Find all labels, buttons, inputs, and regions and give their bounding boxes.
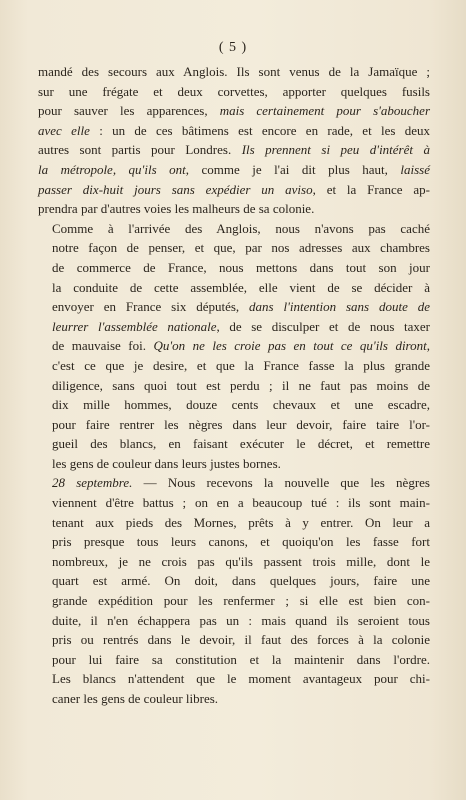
text-line (38, 395, 430, 415)
text-line (38, 473, 430, 493)
text-segment: prendra par d'autres voies les malheurs de sa colonie. (38, 201, 315, 217)
italic-segment: passer dix-huit jours sans expédier un aviso (38, 181, 313, 197)
text-segment: de commerce de France, nous mettons dans tout son jour (52, 259, 430, 275)
text-line (38, 82, 430, 102)
italic-segment: dans l'intention sans doute de (249, 299, 430, 315)
text-segment: , (426, 338, 430, 354)
text-line (38, 669, 430, 689)
text-segment: de mauvaise foi. (52, 338, 154, 354)
text-line (38, 650, 430, 670)
text-segment: grande expédition pour les renfermer ; si elle est bien con- (52, 593, 430, 609)
text-segment: diligence, sans quoi tout est perdu ; il ne faut pas moins de (52, 377, 430, 393)
text-line (38, 493, 430, 513)
text-segment: mandé des secours aux Anglois. Ils sont venus de la Jamaïque ; (38, 64, 430, 79)
text-segment: les gens de couleur dans leurs justes bornes. (52, 455, 281, 471)
text-segment: caner les gens de couleur libres. (52, 691, 219, 706)
text-segment: duite, il n'en échappera pas un : mais quand ils seroient tous (52, 612, 430, 628)
text-line (38, 376, 430, 396)
text-line (38, 219, 430, 239)
text-line (38, 180, 430, 200)
text-line (38, 62, 430, 82)
text-line (38, 297, 430, 317)
text-segment: viennent d'être battus ; on en a beaucoup tué : ils sont main- (52, 495, 430, 511)
text-line (38, 591, 430, 611)
text-line (38, 513, 430, 533)
text-line (38, 238, 430, 258)
text-segment: pris ou rentrés dans le devoir, il faut des forces à la colonie (52, 632, 430, 648)
text-segment: , comme je l'ai dit plus haut, (185, 161, 401, 177)
text-segment: , de se disculper et de nous taxer (216, 318, 430, 334)
paragraph-1 (38, 62, 430, 219)
text-segment: — Nous recevons la nouvelle que les nègres (132, 475, 430, 491)
text-segment: pour sauver les apparences, (38, 103, 220, 119)
text-line (38, 689, 430, 709)
text-segment: pour lui faire sa constitution et la maintenir dans l'ordre. (52, 651, 430, 667)
text-line (38, 630, 430, 650)
text-line (38, 571, 430, 591)
text-segment: : un de ces bâtimens est encore en rade, et les deux (89, 122, 431, 138)
text-line (38, 140, 430, 160)
text-segment: , et la France ap- (312, 181, 430, 197)
italic-segment: leurrer l'assemblée nationale (52, 318, 217, 334)
italic-segment: laissé (400, 161, 430, 177)
text-line (38, 454, 430, 474)
italic-segment: avec elle (38, 122, 90, 138)
text-segment: notre façon de penser, et que, par nos adresses aux chambres (52, 240, 430, 256)
text-segment: Les blancs n'attendent que le moment avantageux pour chi- (52, 671, 430, 687)
text-line (38, 317, 430, 337)
italic-segment: Ils prennent si peu d'intérêt à (241, 142, 430, 158)
text-line (38, 356, 430, 376)
text-segment: gueil des blancs, en faisant exécuter le décret, et remettre (52, 436, 430, 452)
text-line (38, 611, 430, 631)
text-segment: dix mille hommes, douze cents chevaux et une escadre, (52, 397, 430, 413)
text-segment: nombreux, je ne crois pas qu'ils passent trois mille, dont le (52, 553, 430, 569)
text-line (38, 415, 430, 435)
text-segment: envoyer en France six députés, (52, 299, 250, 315)
text-line (38, 434, 430, 454)
text-segment: pour faire rentrer les nègres dans leur devoir, faire taire l'or- (52, 416, 430, 432)
body-text (38, 62, 430, 709)
page-number: ( 5 ) (218, 40, 248, 55)
italic-segment: Qu'on ne les croie pas en tout ce qu'ils diront (153, 338, 427, 354)
text-segment: pris presque tous leurs canons, et quoiqu'on les fasse fort (52, 534, 430, 550)
paragraph-2 (38, 219, 430, 474)
italic-segment: 28 septembre. (52, 475, 133, 491)
italic-segment: mais certainement pour s'aboucher (219, 103, 431, 119)
text-segment: autres sont partis pour Londres. (38, 142, 242, 158)
text-line (38, 552, 430, 572)
text-line (38, 101, 430, 121)
paragraph-3 (38, 473, 430, 708)
text-line (38, 532, 430, 552)
text-segment: tenant aux pieds des Mornes, prêts à y entrer. On leur a (52, 514, 430, 530)
text-segment: sur une frégate et deux corvettes, apporter quelques fusils (38, 83, 430, 99)
text-segment: Comme à l'arrivée des Anglois, nous n'avons pas caché (52, 220, 430, 236)
text-line (38, 121, 430, 141)
text-segment: la conduite de cette assemblée, elle vient de se décider à (52, 279, 430, 295)
text-line (38, 199, 430, 219)
text-line (38, 160, 430, 180)
text-segment: c'est ce que je desire, et que la France fasse la plus grande (52, 357, 430, 373)
text-line (38, 278, 430, 298)
italic-segment: la métropole, qu'ils ont (38, 161, 186, 177)
text-line (38, 258, 430, 278)
text-segment: quart est armé. On doit, dans quelques jours, faire une (52, 573, 430, 589)
text-line (38, 336, 430, 356)
